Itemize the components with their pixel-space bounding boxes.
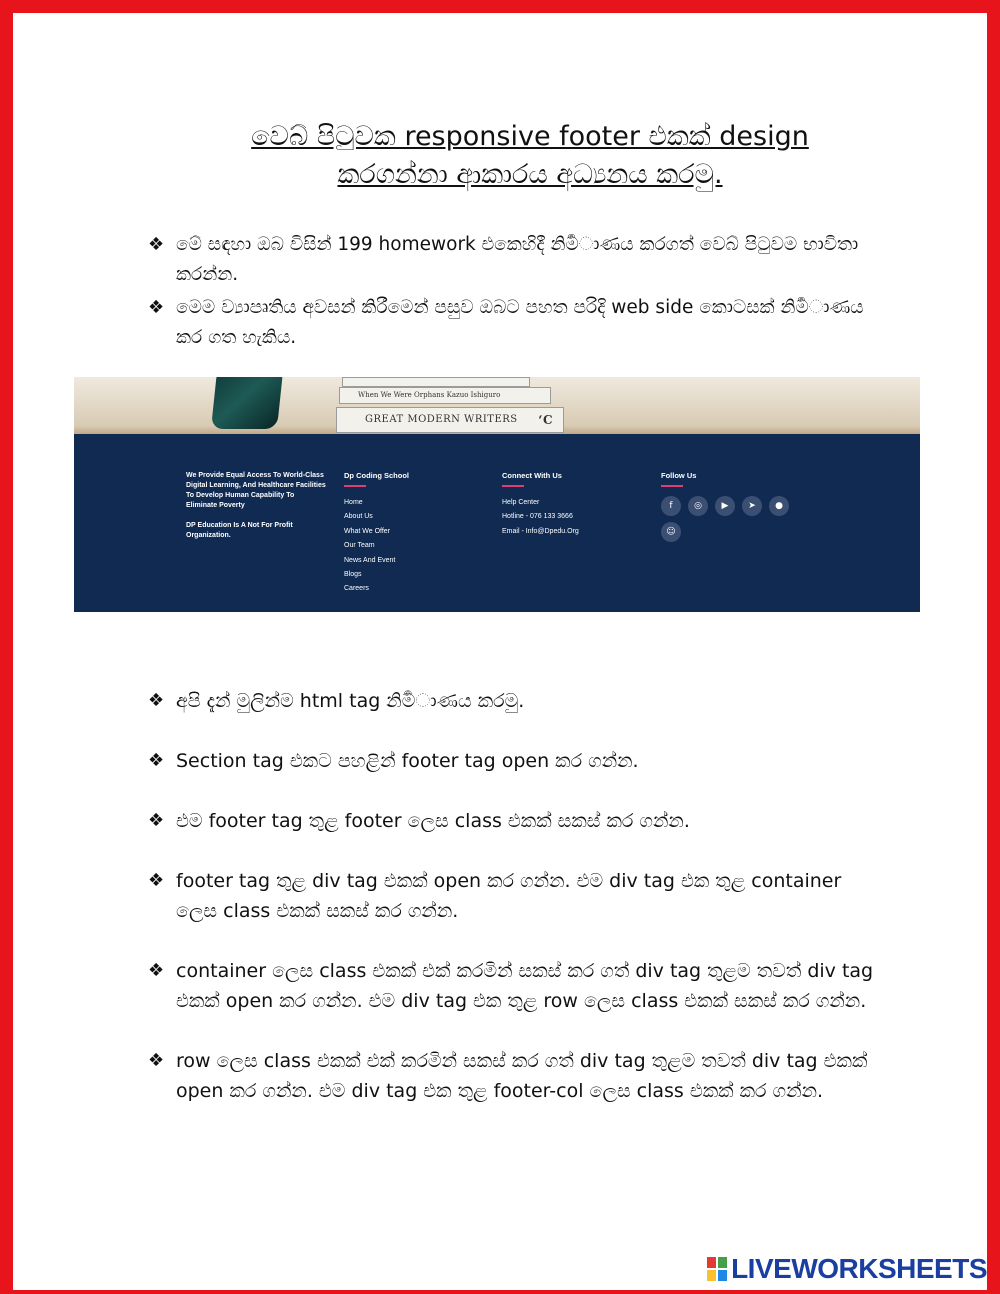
title-line-2: කරගන්නා ආකාරය අධ්‍යනය කරමු.	[337, 159, 723, 190]
heading-underline	[344, 485, 366, 487]
discord-icon[interactable]: ☺	[661, 522, 681, 542]
footer-link[interactable]: Blogs	[344, 571, 362, 579]
facebook-icon[interactable]: f	[661, 496, 681, 516]
list-item: ❖ footer tag තුළ div tag එකක් open කර ගන්න. එම div tag එක තුළ container ලෙස class එකක් සකස් කර ගන්න.	[148, 866, 878, 926]
shelf-photo	[74, 377, 920, 434]
footer-link[interactable]: Careers	[344, 585, 369, 593]
page-title	[180, 118, 880, 194]
footer-heading: Follow Us	[661, 471, 697, 480]
heading-underline	[661, 485, 683, 487]
list-item: ❖ අපි දැන් මුලින්ම html tag නිමර්‍ාණය කරමු.	[148, 686, 878, 716]
bullet-diamond-icon: ❖	[148, 750, 165, 771]
footer-col-follow	[661, 471, 801, 542]
intro-list	[148, 230, 878, 356]
footer-section	[74, 434, 920, 612]
github-icon[interactable]: ●	[769, 496, 789, 516]
list-item: ❖ row ලෙස class එකක් එක් කරමින් සකස් කර ගත් div tag තුළම තවත් div tag එකක් open කර ගන්න. එම div tag එක තුළ footer-col ලෙස class එකක් කර ගන්න.	[148, 1046, 878, 1106]
steps-list	[148, 686, 878, 1136]
bullet-diamond-icon: ❖	[148, 960, 165, 981]
footer-link[interactable]: Our Team	[344, 542, 375, 550]
bullet-diamond-icon: ❖	[148, 810, 165, 831]
brand-name: LIVEWORKSHEETS	[731, 1253, 987, 1284]
footer-link[interactable]: News And Event	[344, 556, 396, 564]
footer-link[interactable]: Hotline - 076 133 3666	[502, 513, 573, 521]
list-item: ❖ Section tag එකට පහළින් footer tag open කර ගන්න.	[148, 746, 878, 776]
footer-link[interactable]: Home	[344, 499, 363, 506]
footer-link[interactable]: Email - Info@Dpedu.Org	[502, 527, 579, 535]
heading-underline	[502, 485, 524, 487]
book-logo: ‘C	[538, 413, 553, 427]
book: GREAT MODERN WRITERS ‘C	[336, 407, 564, 433]
title-line-1: වෙබ් පිටුවක responsive footer එකක් design	[251, 121, 809, 152]
bullet-diamond-icon: ❖	[148, 1050, 165, 1071]
liveworksheets-logo	[707, 1252, 987, 1286]
bullet-diamond-icon: ❖	[148, 690, 165, 711]
logo-squares-icon	[707, 1257, 727, 1281]
footer-col-school	[344, 471, 409, 597]
telegram-icon[interactable]: ➤	[742, 496, 762, 516]
youtube-icon[interactable]: ▶	[715, 496, 735, 516]
footer-link[interactable]: Help Center	[502, 499, 540, 506]
list-item: ❖ container ලෙස class එකක් එක් කරමින් සකස් කර ගත් div tag තුළම තවත් div tag එකක් open කර ගන්න. එම div tag එක තුළ row ලෙස class එකක් සකස් කර ගන්න.	[148, 956, 878, 1016]
social-icons	[661, 496, 801, 542]
bullet-diamond-icon: ❖	[148, 297, 165, 318]
list-item: ❖ මෙම ව්‍යාපෘතිය අවසන් කිරීමෙන් පසුව ඔබට පහත පරිදි web side කොටසක් නිමර්‍ාණය කර ගත හැකිය.	[148, 293, 878, 353]
list-item: ❖ මේ සඳහා ඔබ විසින් 199 homework එකෙහිදී නිමර්‍ාණය කරගත් වෙබ් පිටුවම භාවිතා කරන්න.	[148, 230, 878, 290]
footer-preview-image	[74, 377, 920, 612]
bullet-diamond-icon: ❖	[148, 870, 165, 891]
book: When We Were Orphans Kazuo Ishiguro	[339, 387, 551, 404]
footer-link[interactable]: About Us	[344, 513, 373, 521]
about-note: DP Education Is A Not For Profit Organization.	[186, 522, 293, 539]
footer-heading: Dp Coding School	[344, 471, 409, 480]
bullet-diamond-icon: ❖	[148, 234, 165, 255]
book	[342, 377, 530, 387]
instagram-icon[interactable]: ◎	[688, 496, 708, 516]
footer-col-connect	[502, 471, 579, 539]
list-item: ❖ එම footer tag තුළ footer ලෙස class එකක් සකස් කර ගන්න.	[148, 806, 878, 836]
footer-link[interactable]: What We Offer	[344, 527, 391, 535]
footer-about	[186, 471, 326, 551]
footer-heading: Connect With Us	[502, 471, 562, 480]
about-text: We Provide Equal Access To World-Class Digital Learning, And Healthcare Facilities To Develop Human Capability To Eliminate Poverty	[186, 472, 326, 509]
vase-shape	[211, 377, 283, 429]
